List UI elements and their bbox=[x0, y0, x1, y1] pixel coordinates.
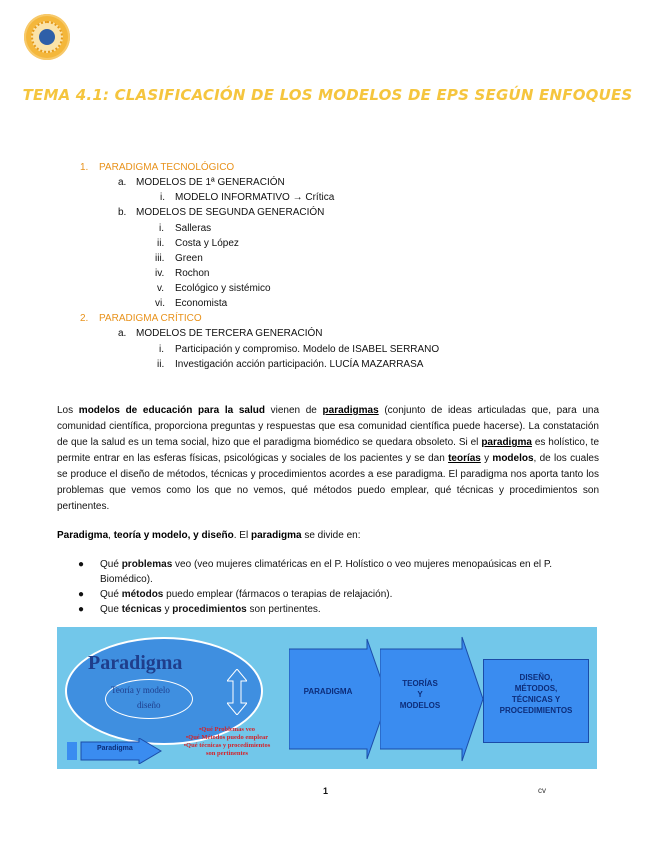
list-item: Rochon bbox=[175, 268, 210, 279]
bold-term: modelos de educación para la salud bbox=[78, 405, 265, 416]
list-letter: a. bbox=[118, 177, 127, 188]
list-letter: a. bbox=[118, 328, 127, 339]
list-roman: i. bbox=[159, 223, 164, 234]
list-item: ● Qué métodos puedo emplear (fármacos o terapias de relajación). bbox=[78, 589, 393, 600]
paradigma-arrow bbox=[289, 627, 389, 769]
ellipse-subtitle: Teoría y modelo bbox=[111, 685, 170, 695]
list-number: 2. bbox=[80, 313, 89, 324]
body-paragraph: Los modelos de educación para la salud vienen de paradigmas (conjunto de ideas articuladas que, para una comunidad científica, proporciona preguntas y respuestas que esa comunidad científica puede hacerse). La constatación de que la salud es un tema social, hizo que el paradigma biomédico se quedara obsoleto. Si el paradigma es holístico, te permite entrar en las esferas físicas, psicológicas y sociales de los pacientes y se dan teorías y modelos, de los cuales se produce el diseño de métodos, técnicas y procedimientos acordes a ese paradigma. El paradigma nos aporta tanto los problemas que vemos como los que no vemos, qué métodos puedo emplear, qué técnicas y procedimientos son pertinentes. bbox=[57, 405, 600, 512]
arrow-label-paradigma: PARADIGMA bbox=[303, 687, 353, 696]
footer-mark: cv bbox=[538, 786, 546, 795]
second-generation-models: MODELOS DE SEGUNDA GENERACIÓN bbox=[136, 207, 325, 218]
ellipse-subtitle: diseño bbox=[137, 700, 161, 710]
underlined-term: paradigma bbox=[481, 437, 532, 448]
bullet-dot-icon: ● bbox=[78, 589, 85, 600]
ellipse-title: Paradigma bbox=[88, 652, 183, 674]
list-item: Economista bbox=[175, 298, 228, 309]
list-item: Costa y López bbox=[175, 238, 239, 249]
list-item: Ecológico y sistémico bbox=[175, 283, 271, 294]
list-roman: v. bbox=[157, 283, 165, 294]
modelo-informativo: MODELO INFORMATIVO → Crítica bbox=[175, 192, 335, 203]
box-label: DISEÑO, MÉTODOS, TÉCNICAS Y PROCEDIMIENTOS bbox=[499, 673, 573, 715]
page-number: 1 bbox=[323, 786, 329, 796]
page-title: TEMA 4.1: CLASIFICACIÓN DE LOS MODELOS DE EPS SEGÚN ENFOQUES bbox=[22, 86, 633, 104]
list-roman: ii. bbox=[157, 238, 165, 249]
bullet-list bbox=[78, 557, 603, 617]
double-arrow-icon bbox=[227, 669, 247, 715]
list-number: 1. bbox=[80, 162, 89, 173]
seal-center bbox=[39, 29, 55, 45]
paradigm-questions: •Qué Problemas veo •Qué Métodos puedo emplear •Qué técnicas y procedimientos son pertinentes bbox=[183, 726, 271, 757]
paradigm-critico: PARADIGMA CRÍTICO bbox=[99, 313, 202, 324]
paradigm-tecnologico: PARADIGMA TECNOLÓGICO bbox=[99, 162, 235, 173]
bullet-dot-icon: ● bbox=[78, 604, 85, 615]
list-roman: vi. bbox=[155, 298, 165, 309]
bullet-dot-icon: ● bbox=[78, 559, 85, 570]
underlined-term: paradigmas bbox=[322, 405, 379, 416]
list-item: Investigación acción participación. LUCÍA MAZARRASA bbox=[175, 359, 424, 370]
list-item: Green bbox=[175, 253, 203, 264]
list-roman: iii. bbox=[155, 253, 165, 264]
university-seal-logo bbox=[24, 14, 70, 60]
list-roman: iv. bbox=[155, 268, 165, 279]
bold-term: modelos bbox=[492, 453, 534, 464]
list-item: ● Que técnicas y procedimientos son pertinentes. bbox=[78, 604, 321, 615]
list-item: ● Qué problemas veo (veo mujeres climatéricas en el P. Holístico o veo mujeres menopaúsicas en el P. Biomédico). bbox=[78, 559, 553, 585]
arrow-label-teorias: TEORÍAS Y MODELOS bbox=[399, 679, 441, 710]
list-roman: i. bbox=[160, 192, 165, 203]
list-item: Salleras bbox=[175, 223, 212, 234]
list-roman: i. bbox=[159, 344, 164, 355]
third-generation-models: MODELOS DE TERCERA GENERACIÓN bbox=[136, 328, 323, 339]
list-roman: ii. bbox=[157, 359, 165, 370]
small-arrow-label: Paradigma bbox=[97, 745, 133, 752]
paradigm-diagram bbox=[57, 627, 597, 769]
list-letter: b. bbox=[118, 207, 127, 218]
underlined-term: teorías bbox=[448, 453, 481, 464]
lead-sentence: Paradigma, teoría y modelo, y diseño. El paradigma se divide en: bbox=[57, 530, 361, 541]
first-generation-models: MODELOS DE 1ª GENERACIÓN bbox=[136, 177, 285, 188]
list-item: Participación y compromiso. Modelo de ISABEL SERRANO bbox=[175, 344, 440, 355]
